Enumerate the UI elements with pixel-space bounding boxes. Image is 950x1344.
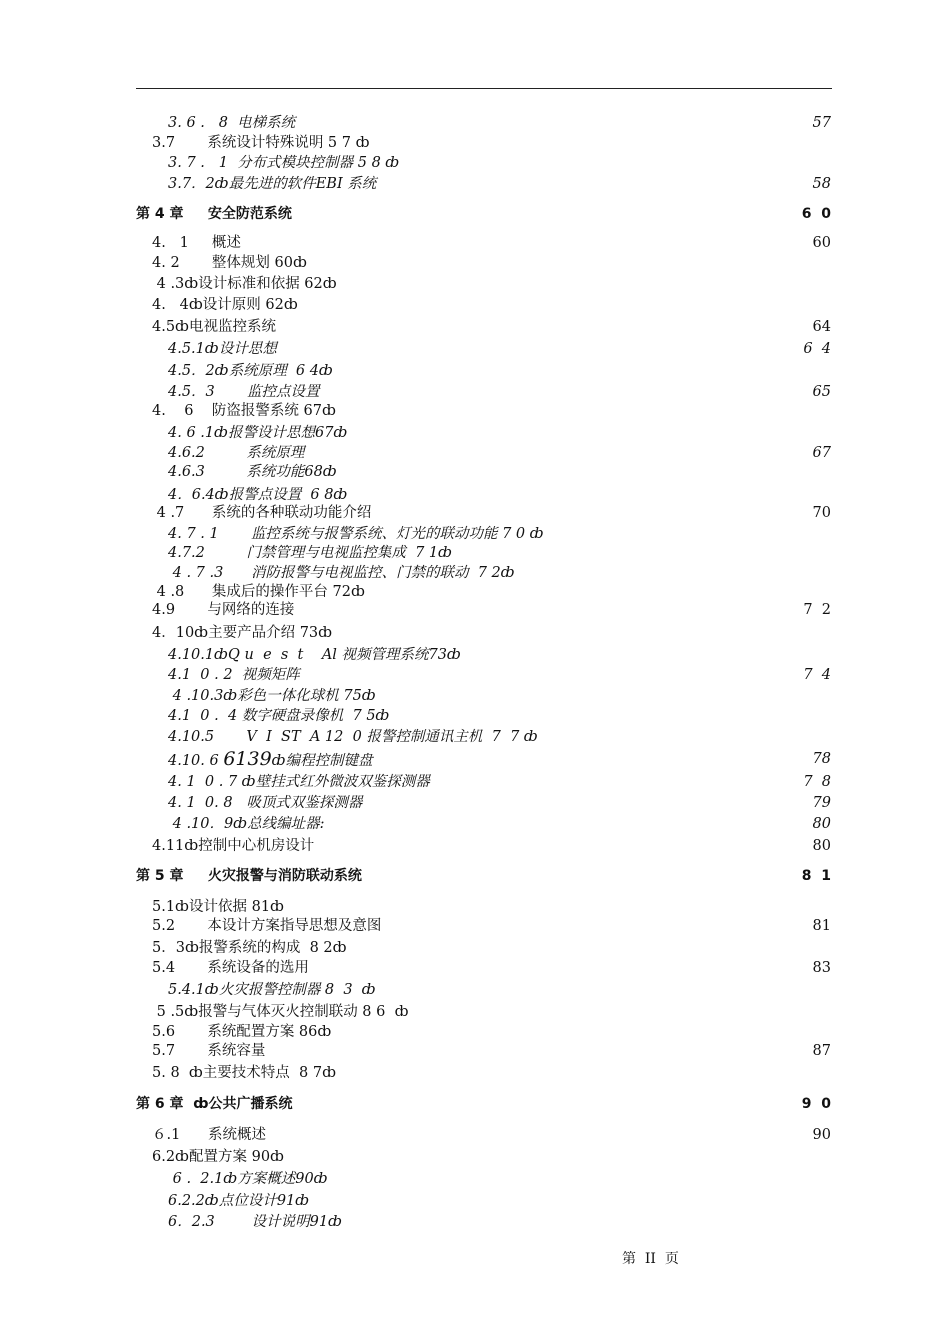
toc-entry-title: 5.1ȸ设计依据 81ȸ: [152, 899, 284, 915]
toc-page-number: 6 4: [803, 341, 831, 357]
toc-entry-title: 4.5.1ȸ设计思想: [168, 341, 277, 357]
toc-entry-title: 4.1 0 . 4 数字硬盘录像机 7 5ȸ: [168, 708, 390, 724]
toc-entry-title: 4.1 0 . 2 视频矩阵: [168, 667, 300, 683]
toc-entry[interactable]: [0, 113, 950, 133]
toc-page-number: 80: [812, 816, 831, 832]
toc-entry-title: 6．2.3 设计说明91ȸ: [168, 1214, 343, 1230]
toc-entry[interactable]: [0, 153, 950, 173]
toc-entry[interactable]: [0, 339, 950, 359]
toc-entry-title: 4.6.3 系统功能68ȸ: [168, 464, 337, 480]
toc-entry-title: 5.4 系统设备的选用: [152, 960, 309, 976]
toc-entry[interactable]: [0, 543, 950, 563]
toc-entry[interactable]: [0, 423, 950, 443]
toc-entry-title: 4. 4ȸ设计原则 62ȸ: [152, 297, 298, 313]
toc-entry-title: 4 .10．9ȸ总线编址器:: [168, 816, 325, 832]
toc-entry-title: 4.10.1ȸQ u e s t Al 视频管理系统73ȸ: [168, 647, 461, 663]
toc-entry[interactable]: [0, 503, 950, 523]
toc-page-number: 60: [812, 235, 831, 251]
toc-entry[interactable]: [0, 361, 950, 381]
toc-entry-title: 4.5．2ȸ系统原理 6 4ȸ: [168, 363, 333, 379]
toc-entry-title: 4.11ȸ控制中心机房设计: [152, 838, 315, 854]
toc-entry[interactable]: [0, 1125, 950, 1145]
toc-entry-title: 5.7 系统容量: [152, 1043, 266, 1059]
toc-entry[interactable]: [0, 916, 950, 936]
toc-chapter-entry[interactable]: [0, 204, 950, 224]
toc-entry-title: 6.2.2ȸ点位设计91ȸ: [168, 1193, 310, 1209]
toc-entry-title: [168, 749, 373, 771]
toc-entry-title: 4 .3ȸ设计标准和依据 62ȸ: [152, 276, 337, 292]
toc-entry[interactable]: [0, 749, 950, 769]
toc-entry[interactable]: [0, 133, 950, 153]
toc-entry-title: 4.5．3 监控点设置: [168, 384, 320, 400]
toc-entry[interactable]: [0, 174, 950, 194]
toc-entry[interactable]: [0, 727, 950, 747]
toc-entry[interactable]: [0, 665, 950, 685]
toc-entry[interactable]: [0, 686, 950, 706]
toc-entry-title: ６.1 系统概述: [152, 1127, 266, 1143]
toc-page-number: 6 0: [801, 206, 831, 222]
toc-entry[interactable]: [0, 524, 950, 544]
toc-entry[interactable]: [0, 1191, 950, 1211]
toc-entry-title-part: ȸ编程控制键盘: [271, 753, 373, 769]
toc-entry-title: 6.2ȸ配置方案 90ȸ: [152, 1149, 284, 1165]
toc-entry[interactable]: [0, 253, 950, 273]
toc-page-number: 87: [812, 1043, 831, 1059]
toc-entry[interactable]: [0, 401, 950, 421]
toc-entry[interactable]: [0, 295, 950, 315]
toc-entry-title: 4．10ȸ主要产品介绍 73ȸ: [152, 625, 333, 641]
toc-entry[interactable]: [0, 600, 950, 620]
toc-entry-title: 4 .10.3ȸ彩色一体化球机 75ȸ: [168, 688, 376, 704]
toc-entry-title: 5. 8 ȸ主要技术特点 8 7ȸ: [152, 1065, 337, 1081]
toc-page-number: 90: [812, 1127, 831, 1143]
toc-entry[interactable]: [0, 233, 950, 253]
toc-page-number: 8 1: [801, 868, 831, 884]
toc-entry-title: 4. 6 防盗报警系统 67ȸ: [152, 403, 336, 419]
toc-entry[interactable]: [0, 485, 950, 505]
toc-entry-title: 4. 1 概述: [152, 235, 241, 251]
toc-entry[interactable]: [0, 274, 950, 294]
toc-page-number: 79: [812, 795, 831, 811]
toc-entry-title: 4.9 与网络的连接: [152, 602, 295, 618]
toc-entry-title: 5.2 本设计方案指导思想及意图: [152, 918, 382, 934]
toc-page-number: 81: [812, 918, 831, 934]
toc-entry-title: 4.7.2 门禁管理与电视监控集成 7 1ȸ: [168, 545, 453, 561]
toc-entry-title: 4. 7 . 1 监控系统与报警系统、灯光的联动功能 7 0 ȸ: [168, 526, 544, 542]
toc-entry-title: 5.4.1ȸ火灾报警控制器 8 3 ȸ: [168, 982, 376, 998]
toc-entry[interactable]: [0, 1212, 950, 1232]
toc-entry-title: 3. 7 . 1 分布式模块控制器 5 8 ȸ: [168, 155, 400, 171]
toc-entry-title: 第 5 章 火灾报警与消防联动系统: [136, 868, 362, 884]
header-rule: [136, 88, 832, 89]
toc-entry[interactable]: [0, 382, 950, 402]
toc-entry-title: 第 6 章 ȸ公共广播系统: [136, 1096, 293, 1112]
toc-entry-title: 4. 2 整体规划 60ȸ: [152, 255, 307, 271]
toc-page-number: 57: [812, 115, 831, 131]
toc-entry-title: 3.7．2ȸ最先进的软件EBI 系统: [168, 176, 377, 192]
toc-page-number: 78: [812, 751, 831, 767]
toc-entry[interactable]: [0, 1169, 950, 1189]
toc-entry[interactable]: [0, 814, 950, 834]
toc-page-number: 83: [812, 960, 831, 976]
toc-page-number: 70: [812, 505, 831, 521]
toc-entry-title: 6 . 2.1ȸ方案概述90ȸ: [168, 1171, 328, 1187]
toc-entry-title: 5 .5ȸ报警与气体灭火控制联动 8 6 ȸ: [152, 1004, 409, 1020]
toc-entry[interactable]: [0, 582, 950, 602]
toc-entry-title: 5.6 系统配置方案 86ȸ: [152, 1024, 332, 1040]
toc-entry-title: 4．6.4ȸ报警点设置 6 8ȸ: [168, 487, 348, 503]
toc-entry[interactable]: [0, 462, 950, 482]
toc-entry-title: 4.5ȸ电视监控系统: [152, 319, 276, 335]
toc-page-number: 7 8: [803, 774, 831, 790]
toc-entry-title: 第 4 章 安全防范系统: [136, 206, 292, 222]
toc-page-number: 67: [812, 445, 831, 461]
toc-entry-title: 3. 6 . 8 电梯系统: [168, 115, 296, 131]
toc-entry[interactable]: [0, 897, 950, 917]
toc-entry-title-part: 4.10. 6: [168, 753, 224, 769]
toc-entry[interactable]: [0, 1063, 950, 1083]
toc-entry[interactable]: [0, 793, 950, 813]
toc-entry-title: 3.7 系统设计特殊说明 5 7 ȸ: [152, 135, 370, 151]
toc-entry-title: 4. 1 0. 8 吸顶式双鉴探测器: [168, 795, 363, 811]
toc-entry-title: 4. 6 .1ȸ报警设计思想67ȸ: [168, 425, 348, 441]
toc-entry[interactable]: [0, 623, 950, 643]
toc-entry[interactable]: [0, 958, 950, 978]
toc-entry[interactable]: [0, 1002, 950, 1022]
toc-entry[interactable]: [0, 645, 950, 665]
toc-entry-title: 4.10.5 V I ST A 12 0 报警控制通讯主机 7 7 ȸ: [168, 729, 538, 745]
toc-entry[interactable]: [0, 317, 950, 337]
toc-entry-title: 4.6.2 系统原理: [168, 445, 305, 461]
toc-entry[interactable]: [0, 1147, 950, 1167]
toc-entry-title: 4. 1 0 . 7 ȸ壁挂式红外微波双鉴探测器: [168, 774, 430, 790]
toc-entry[interactable]: [0, 563, 950, 583]
toc-chapter-entry[interactable]: [0, 866, 950, 886]
toc-entry[interactable]: [0, 980, 950, 1000]
toc-entry[interactable]: [0, 1022, 950, 1042]
toc-page-number: 9 0: [801, 1096, 831, 1112]
page-footer: 第 II 页: [622, 1251, 679, 1267]
toc-entry-title: 4 .8 集成后的操作平台 72ȸ: [152, 584, 365, 600]
toc-chapter-entry[interactable]: [0, 1094, 950, 1114]
toc-entry-title-emphasis: 6139: [223, 748, 272, 770]
toc-page-number: 80: [812, 838, 831, 854]
toc-page-number: 65: [812, 384, 831, 400]
toc-entry[interactable]: [0, 1041, 950, 1061]
toc-page-number: 7 2: [803, 602, 831, 618]
toc-entry-title: 4 .7 系统的各种联动功能介绍: [152, 505, 372, 521]
toc-entry[interactable]: [0, 706, 950, 726]
toc-page-number: 64: [812, 319, 831, 335]
toc-entry-title: 4 . 7 .3 消防报警与电视监控、门禁的联动 7 2ȸ: [168, 565, 515, 581]
toc-entry[interactable]: [0, 938, 950, 958]
toc-entry-title: 5．3ȸ报警系统的构成 8 2ȸ: [152, 940, 347, 956]
toc-entry[interactable]: [0, 772, 950, 792]
toc-entry[interactable]: [0, 836, 950, 856]
toc-page-number: 7 4: [803, 667, 831, 683]
toc-entry[interactable]: [0, 443, 950, 463]
toc-page-number: 58: [812, 176, 831, 192]
